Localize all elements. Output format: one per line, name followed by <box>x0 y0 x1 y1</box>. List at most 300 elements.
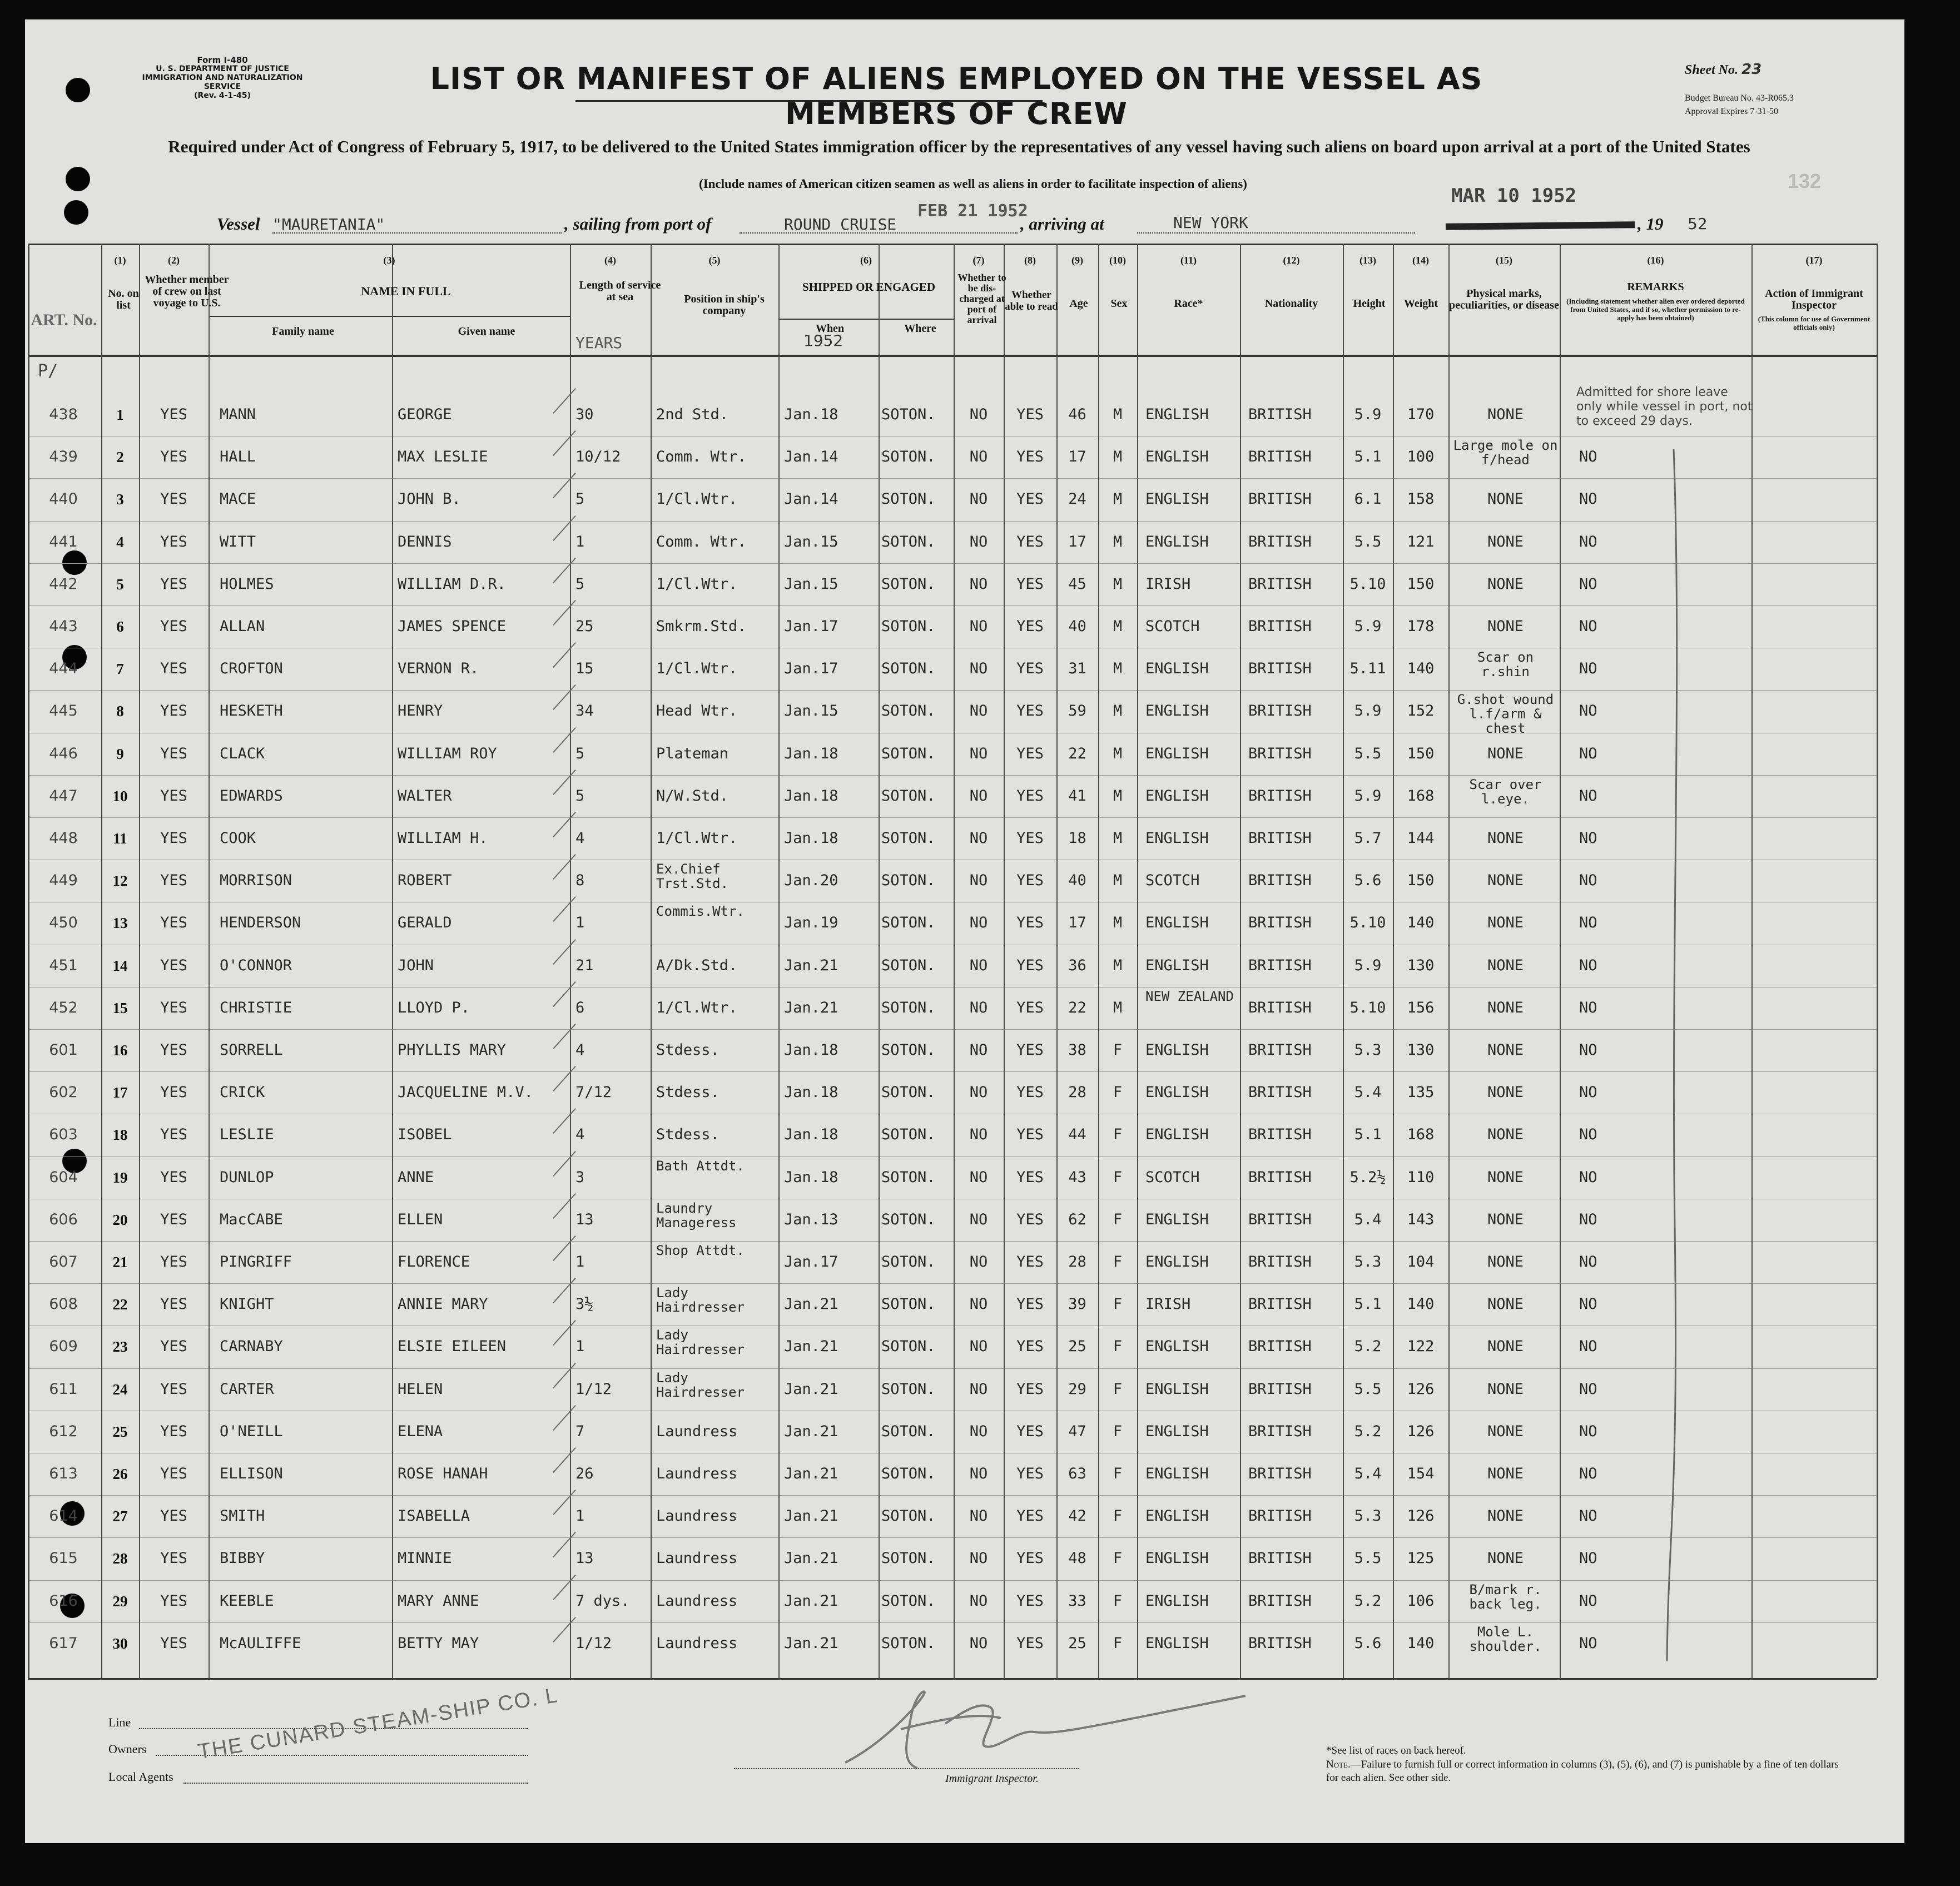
header-position: Position in ship's company <box>684 293 765 317</box>
header-shipped: SHIPPED OR ENGAGED <box>802 280 936 294</box>
remarks-cell: NO <box>1579 533 1597 550</box>
column-rule <box>651 244 652 1678</box>
weight-cell: 121 <box>1407 533 1435 550</box>
race-cell: ENGLISH <box>1145 1126 1209 1144</box>
family-name-cell: WITT <box>220 533 256 550</box>
sex-cell: M <box>1113 999 1123 1016</box>
length-of-service-cell: 6 <box>575 999 585 1016</box>
sex-cell: F <box>1113 1465 1123 1482</box>
sex-cell: F <box>1113 1507 1123 1525</box>
shipped-when-cell: Jan.18 <box>784 1126 838 1144</box>
list-number-cell: 18 <box>112 1126 128 1144</box>
shipped-where-cell: SOTON. <box>881 406 936 423</box>
header-bottom-rule <box>28 355 1877 357</box>
shipped-where-cell: SOTON. <box>881 702 936 720</box>
sailing-port: ROUND CRUISE <box>784 215 897 234</box>
shipped-where-cell: SOTON. <box>881 999 936 1016</box>
length-of-service-cell: 25 <box>575 618 594 635</box>
nationality-cell: BRITISH <box>1248 1592 1312 1610</box>
list-number-cell: 22 <box>112 1296 128 1313</box>
shipped-when-cell: Jan.18 <box>784 406 838 423</box>
physical-marks-cell: NONE <box>1487 1338 1524 1356</box>
height-cell: 5.9 <box>1354 956 1382 974</box>
length-of-service-cell: 1 <box>575 1253 585 1270</box>
sailing-underline <box>740 232 1018 234</box>
discharged-cell: NO <box>969 1126 988 1144</box>
arriving-label: , arriving at <box>1020 214 1104 234</box>
header-able-read: Whether able to read <box>1005 289 1058 312</box>
given-name-cell: HELEN <box>398 1380 443 1398</box>
age-cell: 47 <box>1068 1422 1086 1440</box>
art-number-cell: 444 <box>49 660 78 678</box>
art-number-cell: 616 <box>49 1592 78 1610</box>
length-of-service-cell: 4 <box>575 830 585 847</box>
shipped-where-cell: SOTON. <box>881 575 936 593</box>
position-cell: N/W.Std. <box>656 787 729 805</box>
crew-member-cell: YES <box>160 1253 187 1270</box>
physical-marks-cell: NONE <box>1487 1210 1524 1228</box>
age-cell: 25 <box>1068 1634 1086 1652</box>
height-cell: 5.1 <box>1354 448 1382 466</box>
race-cell: ENGLISH <box>1145 1041 1209 1059</box>
family-name-cell: CARTER <box>220 1380 274 1398</box>
height-cell: 5.2½ <box>1349 1168 1386 1186</box>
physical-marks-cell: NONE <box>1487 830 1524 847</box>
shipped-when-cell: Jan.19 <box>784 914 838 932</box>
nationality-cell: BRITISH <box>1248 1126 1312 1144</box>
family-name-cell: SORRELL <box>220 1041 283 1059</box>
shipped-where-cell: SOTON. <box>881 1380 936 1398</box>
shipped-when-cell: Jan.18 <box>784 1168 838 1186</box>
weight-cell: 140 <box>1407 660 1435 678</box>
list-number-cell: 3 <box>116 491 124 508</box>
position-cell: Laundress <box>656 1550 738 1567</box>
able-to-read-cell: YES <box>1016 787 1044 805</box>
remarks-cell: NO <box>1579 1338 1597 1356</box>
weight-cell: 156 <box>1407 999 1435 1016</box>
discharged-cell: NO <box>969 1041 988 1059</box>
row-rule <box>28 1537 1877 1538</box>
able-to-read-cell: YES <box>1016 1084 1044 1101</box>
crew-member-cell: YES <box>160 1041 187 1059</box>
column-rule <box>570 244 571 1678</box>
family-name-cell: COOK <box>220 830 256 847</box>
able-to-read-cell: YES <box>1016 660 1044 678</box>
race-cell: ENGLISH <box>1145 830 1209 847</box>
height-cell: 5.9 <box>1354 787 1382 805</box>
remarks-cell: NO <box>1579 702 1597 720</box>
physical-marks-cell: NONE <box>1487 1168 1524 1186</box>
weight-cell: 122 <box>1407 1338 1435 1356</box>
art-number-cell: 445 <box>49 702 78 720</box>
shipped-when-cell: Jan.21 <box>784 999 838 1016</box>
position-cell: Lady Hairdresser <box>656 1327 745 1358</box>
crew-member-cell: YES <box>160 1084 187 1101</box>
header-weight: Weight <box>1403 297 1438 310</box>
punch-hole <box>66 78 90 102</box>
subtitle: Required under Act of Congress of February 5, 1917, to be delivered to the United States immigration officer by the representatives of any vessel having such aliens on board upon arrival at a port of the United States <box>168 137 1750 156</box>
length-of-service-cell: 1 <box>575 914 585 932</box>
crew-member-cell: YES <box>160 872 187 890</box>
shipped-when-cell: Jan.15 <box>784 702 838 720</box>
race-cell: IRISH <box>1145 1296 1191 1313</box>
race-cell: ENGLISH <box>1145 745 1209 762</box>
header-age: Age <box>1069 297 1088 310</box>
agents-label: Local Agents <box>108 1770 173 1784</box>
list-number-cell: 7 <box>116 661 124 678</box>
art-number-cell: 604 <box>49 1168 78 1186</box>
shipped-where-cell: SOTON. <box>881 1465 936 1482</box>
crew-member-cell: YES <box>160 914 187 932</box>
able-to-read-cell: YES <box>1016 1592 1044 1610</box>
nationality-cell: BRITISH <box>1248 406 1312 423</box>
physical-marks-cell: NONE <box>1487 533 1524 550</box>
list-number-cell: 19 <box>112 1169 128 1186</box>
shipped-where-cell: SOTON. <box>881 618 936 635</box>
length-of-service-cell: 7/12 <box>575 1084 612 1101</box>
nationality-cell: BRITISH <box>1248 1550 1312 1567</box>
crew-member-cell: YES <box>160 575 187 593</box>
given-name-cell: JOHN <box>398 956 434 974</box>
inspector-underline <box>734 1768 1079 1769</box>
discharged-cell: NO <box>969 1507 988 1525</box>
family-name-cell: EDWARDS <box>220 787 283 805</box>
age-cell: 25 <box>1068 1338 1086 1356</box>
length-of-service-cell: 15 <box>575 660 594 678</box>
given-name-cell: GERALD <box>398 914 452 932</box>
nationality-cell: BRITISH <box>1248 1253 1312 1270</box>
physical-marks-cell: NONE <box>1487 490 1524 508</box>
physical-marks-cell: NONE <box>1487 1507 1524 1525</box>
art-number-cell: 612 <box>49 1422 78 1440</box>
given-name-cell: JACQUELINE M.V. <box>398 1084 533 1101</box>
position-cell: Comm. Wtr. <box>656 533 747 550</box>
remarks-cell: NO <box>1579 660 1597 678</box>
weight-cell: 140 <box>1407 914 1435 932</box>
sex-cell: F <box>1113 1422 1123 1440</box>
able-to-read-cell: YES <box>1016 1168 1044 1186</box>
note-text: —Failure to furnish full or correct information in columns (3), (5), (6), and (7) is punishable by a fine of ten dollars for each alien. See other side. <box>1326 1759 1839 1784</box>
agents-underline <box>183 1783 528 1784</box>
art-number-cell: 452 <box>49 999 78 1016</box>
shipped-when-cell: Jan.21 <box>784 1634 838 1652</box>
height-cell: 5.2 <box>1354 1422 1382 1440</box>
row-rule <box>28 775 1877 776</box>
age-cell: 44 <box>1068 1126 1086 1144</box>
nationality-cell: BRITISH <box>1248 1168 1312 1186</box>
position-cell: 1/Cl.Wtr. <box>656 999 738 1016</box>
height-cell: 5.4 <box>1354 1465 1382 1482</box>
remarks-cell: NO <box>1579 1126 1597 1144</box>
shipped-when-cell: Jan.17 <box>784 618 838 635</box>
crew-member-cell: YES <box>160 660 187 678</box>
able-to-read-cell: YES <box>1016 448 1044 466</box>
shipped-where-cell: SOTON. <box>881 956 936 974</box>
crew-member-cell: YES <box>160 1168 187 1186</box>
column-number: (12) <box>1283 255 1300 266</box>
row-rule <box>28 1368 1877 1369</box>
family-name-cell: McAULIFFE <box>220 1634 301 1652</box>
physical-marks-cell: NONE <box>1487 1041 1524 1059</box>
header-name-in-full: NAME IN FULL <box>361 284 451 298</box>
remarks-cell: NO <box>1579 872 1597 890</box>
art-number-cell: 617 <box>49 1634 78 1652</box>
height-cell: 5.1 <box>1354 1126 1382 1144</box>
crew-member-cell: YES <box>160 1210 187 1228</box>
family-name-cell: LESLIE <box>220 1126 274 1144</box>
column-number: (15) <box>1496 255 1512 266</box>
vessel-underline <box>272 232 562 234</box>
header-when-year: 1952 <box>803 331 843 350</box>
arriving-port: NEW YORK <box>1173 214 1248 232</box>
column-rule <box>879 244 880 1678</box>
position-cell: Bath Attdt. <box>656 1158 745 1174</box>
sex-cell: M <box>1113 660 1123 678</box>
position-cell: Plateman <box>656 745 729 762</box>
shipped-where-cell: SOTON. <box>881 1550 936 1567</box>
given-name-cell: MAX LESLIE <box>398 448 488 466</box>
given-name-cell: ANNE <box>398 1168 434 1186</box>
able-to-read-cell: YES <box>1016 1126 1044 1144</box>
length-of-service-cell: 4 <box>575 1126 585 1144</box>
able-to-read-cell: YES <box>1016 1338 1044 1356</box>
remarks-cell: NO <box>1579 1422 1597 1440</box>
physical-marks-cell: NONE <box>1487 1084 1524 1101</box>
remarks-cell: NO <box>1579 1296 1597 1313</box>
header-height: Height <box>1353 297 1386 310</box>
discharged-cell: NO <box>969 1253 988 1270</box>
weight-cell: 106 <box>1407 1592 1435 1610</box>
crew-member-cell: YES <box>160 490 187 508</box>
race-cell: ENGLISH <box>1145 533 1209 550</box>
art-number-cell: 449 <box>49 872 78 890</box>
able-to-read-cell: YES <box>1016 1210 1044 1228</box>
position-cell: 1/Cl.Wtr. <box>656 575 738 593</box>
shipped-where-cell: SOTON. <box>881 448 936 466</box>
able-to-read-cell: YES <box>1016 872 1044 890</box>
sex-cell: F <box>1113 1296 1123 1313</box>
remarks-cell: NO <box>1579 1253 1597 1270</box>
discharged-cell: NO <box>969 660 988 678</box>
age-cell: 24 <box>1068 490 1086 508</box>
length-of-service-cell: 26 <box>575 1465 594 1482</box>
remarks-cell: NO <box>1579 1465 1597 1482</box>
list-number-cell: 23 <box>112 1338 128 1356</box>
list-number-cell: 10 <box>112 787 128 805</box>
discharged-cell: NO <box>969 1592 988 1610</box>
remarks-cell: NO <box>1579 956 1597 974</box>
shipped-when-cell: Jan.15 <box>784 533 838 550</box>
shipped-when-cell: Jan.17 <box>784 660 838 678</box>
able-to-read-cell: YES <box>1016 533 1044 550</box>
weight-cell: 126 <box>1407 1422 1435 1440</box>
physical-marks-cell: Scar over l.eye. <box>1469 776 1542 807</box>
family-name-cell: SMITH <box>220 1507 265 1525</box>
column-rule <box>1240 244 1241 1678</box>
inspector-label: Immigrant Inspector. <box>945 1773 1039 1785</box>
weight-cell: 154 <box>1407 1465 1435 1482</box>
race-cell: SCOTCH <box>1145 1168 1200 1186</box>
race-cell: NEW ZEALAND <box>1145 988 1234 1004</box>
column-rule <box>209 244 210 1678</box>
list-number-cell: 27 <box>112 1508 128 1525</box>
arrival-date-stamp: MAR 10 1952 <box>1451 185 1577 207</box>
crew-member-cell: YES <box>160 406 187 423</box>
able-to-read-cell: YES <box>1016 914 1044 932</box>
shipped-when-cell: Jan.18 <box>784 787 838 805</box>
list-number-cell: 26 <box>112 1466 128 1482</box>
given-name-cell: WILLIAM D.R. <box>398 575 507 593</box>
title-underline <box>575 100 1043 102</box>
age-cell: 63 <box>1068 1465 1086 1482</box>
header-family-name: Family name <box>272 325 334 338</box>
given-name-cell: ROBERT <box>398 872 452 890</box>
list-number-cell: 17 <box>112 1084 128 1101</box>
header-crew-member: Whether member of crew on last voyage to U.S. <box>145 274 229 309</box>
races-note: *See list of races on back hereof. <box>1326 1745 1466 1756</box>
physical-marks-cell: G.shot wound l.f/arm & chest <box>1457 692 1554 737</box>
crew-member-cell: YES <box>160 1592 187 1610</box>
shipped-when-cell: Jan.14 <box>784 448 838 466</box>
column-number: (7) <box>972 255 985 266</box>
able-to-read-cell: YES <box>1016 1422 1044 1440</box>
remarks-cell: NO <box>1579 448 1597 466</box>
discharged-cell: NO <box>969 1634 988 1652</box>
remarks-cell: NO <box>1579 1380 1597 1398</box>
column-rule <box>392 244 393 1678</box>
discharged-cell: NO <box>969 1422 988 1440</box>
age-cell: 18 <box>1068 830 1086 847</box>
row-rule <box>28 1283 1877 1284</box>
remarks-ditto-line <box>1651 449 1696 1684</box>
height-cell: 5.5 <box>1354 533 1382 550</box>
given-name-cell: ISOBEL <box>398 1126 452 1144</box>
art-number-cell: 603 <box>49 1126 78 1144</box>
physical-marks-cell: NONE <box>1487 1253 1524 1270</box>
discharged-cell: NO <box>969 702 988 720</box>
physical-marks-cell: NONE <box>1487 1550 1524 1567</box>
shipped-when-cell: Jan.18 <box>784 745 838 762</box>
shipped-where-cell: SOTON. <box>881 1041 936 1059</box>
remarks-handwritten-note: Admitted for shore leave only while vessel in port, not to exceed 29 days. <box>1576 385 1753 428</box>
crew-member-cell: YES <box>160 956 187 974</box>
family-name-cell: MacCABE <box>220 1210 283 1228</box>
column-number: (10) <box>1109 255 1126 266</box>
height-cell: 5.9 <box>1354 618 1382 635</box>
weight-cell: 140 <box>1407 1296 1435 1313</box>
art-number-cell: 615 <box>49 1550 78 1567</box>
sex-cell: F <box>1113 1592 1123 1610</box>
family-name-cell: CHRISTIE <box>220 999 292 1016</box>
list-number-cell: 8 <box>116 703 124 720</box>
art-prefix: P/ <box>38 361 58 381</box>
remarks-cell: NO <box>1579 575 1597 593</box>
race-cell: ENGLISH <box>1145 1380 1209 1398</box>
row-rule <box>28 1029 1877 1030</box>
sex-cell: F <box>1113 1041 1123 1059</box>
shipped-when-cell: Jan.17 <box>784 1253 838 1270</box>
sex-cell: M <box>1113 490 1123 508</box>
height-cell: 5.2 <box>1354 1592 1382 1610</box>
nationality-cell: BRITISH <box>1248 575 1312 593</box>
age-cell: 17 <box>1068 533 1086 550</box>
column-number: (3) <box>383 255 395 266</box>
length-of-service-cell: 13 <box>575 1550 594 1567</box>
nationality-cell: BRITISH <box>1248 1634 1312 1652</box>
given-name-cell: GEORGE <box>398 406 452 423</box>
discharged-cell: NO <box>969 1168 988 1186</box>
shipped-when-cell: Jan.21 <box>784 956 838 974</box>
header-given-name: Given name <box>458 325 515 338</box>
column-rule <box>1560 244 1561 1678</box>
crew-member-cell: YES <box>160 1634 187 1652</box>
remarks-cell: NO <box>1579 1168 1597 1186</box>
age-cell: 46 <box>1068 406 1086 423</box>
list-number-cell: 5 <box>116 575 124 593</box>
subnote: (Include names of American citizen seamen as well as aliens in order to facilitate inspection of aliens) <box>699 177 1247 191</box>
shipped-where-cell: SOTON. <box>881 660 936 678</box>
crew-member-cell: YES <box>160 1338 187 1356</box>
position-cell: Laundress <box>656 1465 738 1482</box>
row-rule <box>28 1495 1877 1496</box>
shipped-when-cell: Jan.21 <box>784 1296 838 1313</box>
remarks-cell: NO <box>1579 490 1597 508</box>
sex-cell: M <box>1113 702 1123 720</box>
discharged-cell: NO <box>969 1210 988 1228</box>
height-cell: 6.1 <box>1354 490 1382 508</box>
race-cell: ENGLISH <box>1145 1634 1209 1652</box>
family-name-cell: MACE <box>220 490 256 508</box>
crew-member-cell: YES <box>160 702 187 720</box>
remarks-cell: NO <box>1579 999 1597 1016</box>
remarks-cell: NO <box>1579 1550 1597 1567</box>
column-number: (2) <box>168 255 180 266</box>
list-number-cell: 29 <box>112 1592 128 1610</box>
crew-table <box>28 244 1877 1678</box>
height-cell: 5.3 <box>1354 1253 1382 1270</box>
row-rule <box>28 817 1877 818</box>
able-to-read-cell: YES <box>1016 702 1044 720</box>
list-number-cell: 30 <box>112 1635 128 1652</box>
height-cell: 5.5 <box>1354 745 1382 762</box>
height-cell: 5.1 <box>1354 1296 1382 1313</box>
weight-cell: 135 <box>1407 1084 1435 1101</box>
sex-cell: M <box>1113 914 1123 932</box>
nationality-cell: BRITISH <box>1248 1296 1312 1313</box>
discharged-cell: NO <box>969 830 988 847</box>
shipped-when-cell: Jan.14 <box>784 490 838 508</box>
nationality-cell: BRITISH <box>1248 1507 1312 1525</box>
discharged-cell: NO <box>969 533 988 550</box>
discharged-cell: NO <box>969 1465 988 1482</box>
physical-marks-cell: NONE <box>1487 1126 1524 1144</box>
sex-cell: M <box>1113 575 1123 593</box>
header-no-on-list: No. on list <box>108 287 139 311</box>
sex-cell: M <box>1113 448 1123 466</box>
remarks-cell: NO <box>1579 1507 1597 1525</box>
discharged-cell: NO <box>969 406 988 423</box>
family-name-cell: PINGRIFF <box>220 1253 292 1270</box>
age-cell: 48 <box>1068 1550 1086 1567</box>
art-number-cell: 438 <box>49 406 78 423</box>
family-name-cell: HALL <box>220 448 256 466</box>
shipped-where-cell: SOTON. <box>881 787 936 805</box>
nationality-cell: BRITISH <box>1248 533 1312 550</box>
name-subheader-rule <box>209 316 570 317</box>
remarks-cell: NO <box>1579 745 1597 762</box>
weight-cell: 130 <box>1407 956 1435 974</box>
art-number-cell: 440 <box>49 490 78 508</box>
